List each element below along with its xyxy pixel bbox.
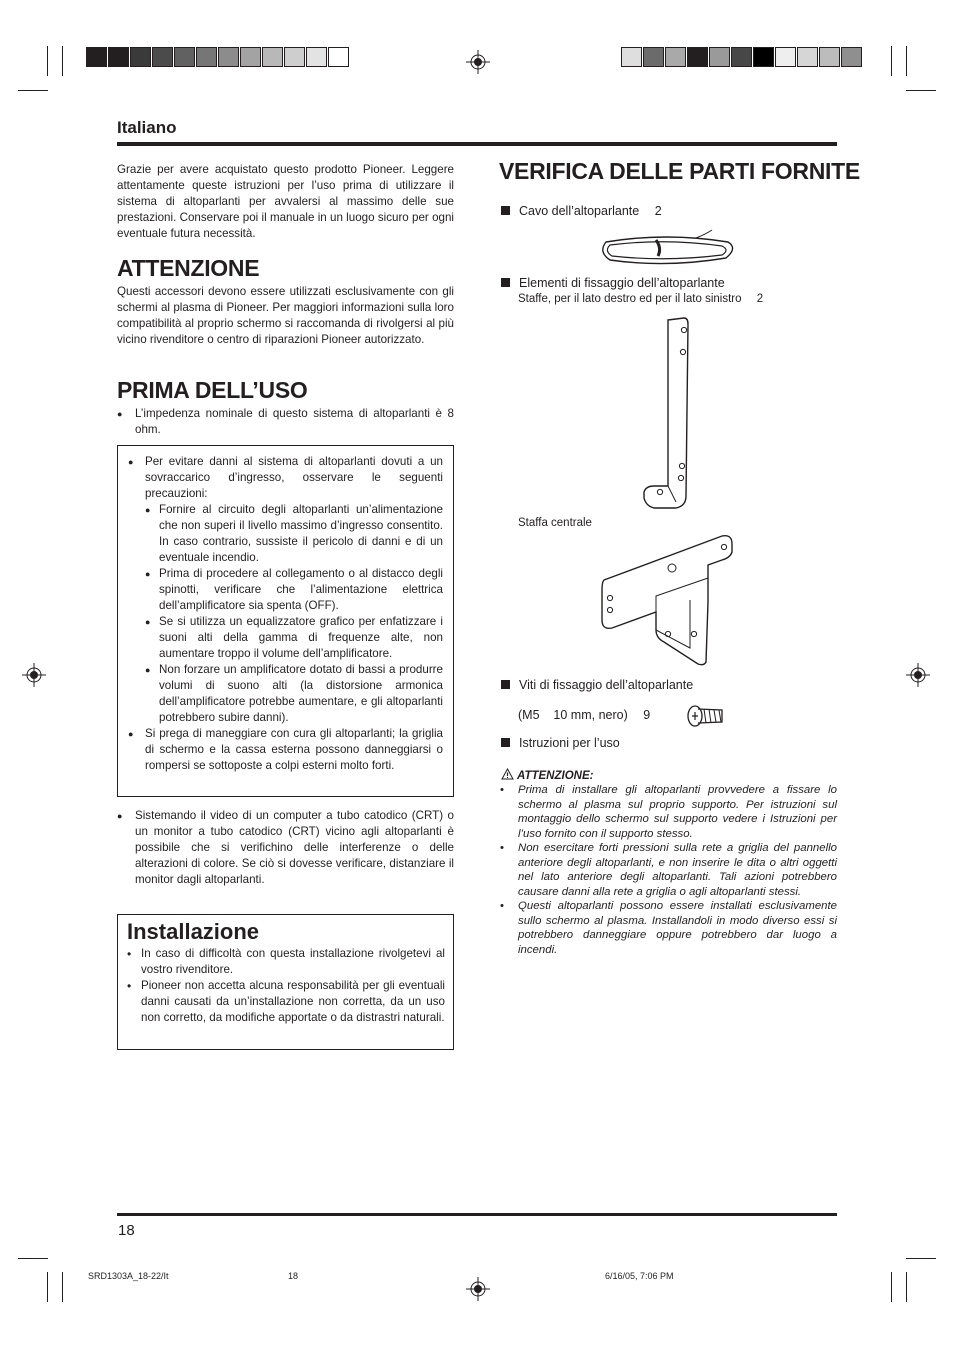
manual-label: Istruzioni per l’uso: [519, 736, 620, 750]
precautions-box: [117, 445, 454, 797]
crop-mark: [906, 90, 936, 91]
registration-mark-icon: [22, 663, 46, 687]
list-item: • Pioneer non accetta alcuna responsabilità per gli eventuali danni causati da un’installazione non corretta, da un uso non corretto, da modifiche apportate o da distrastri naturali.: [127, 978, 445, 1026]
list-item: • Prima di installare gli altoparlanti provvedere a fissare lo schermo al plasma sul proprio supporto. Per istruzioni sul montaggio dello schermo sul supporto vedere i Istruzioni per l’uso fornito con il supporto stesso.: [499, 783, 837, 841]
bracket-label: Staffe, per il lato destro ed per il lato sinistro: [518, 293, 742, 305]
color-swatch: [775, 47, 796, 67]
list-item: ● L’impedenza nominale di questo sistema di altoparlanti è 8 ohm.: [117, 406, 454, 438]
crop-mark: [906, 46, 907, 76]
registration-mark-icon: [466, 50, 490, 74]
list-item: ● Sistemando il video di un computer a tubo catodico (CRT) o un monitor a tubo catodico (CRT) vicino agli altoparlanti è possibile che si verifichino delle interferenze o delle alterazioni di colore. Se ciò si dovesse verificare, distanziare il monitor dagli altoparlanti.: [117, 808, 454, 888]
list-item: ● Si prega di maneggiare con cura gli altoparlanti; la griglia di schermo e la cassa esterna possono danneggiarsi o rompersi se sottoposte a colpi esterni molto forti.: [128, 726, 443, 774]
screws-spec-line: [518, 708, 650, 722]
square-bullet-icon: [501, 738, 510, 747]
fixing-label: Elementi di fissaggio dell’altoparlante: [519, 276, 725, 290]
installazione-heading: Installazione: [127, 919, 260, 944]
side-bracket-icon: [640, 316, 698, 514]
center-bracket-icon: [598, 530, 736, 670]
attenzione-heading: ATTENZIONE: [117, 255, 260, 281]
crop-mark: [62, 1272, 63, 1302]
intro-paragraph: Grazie per avere acquistato questo prodotto Pioneer. Leggere attentamente queste istruzioni per l’uso prima di utilizzare il sistema di altoparlanti per avvalersi al massimo delle sue prestazioni. Conservare poi il manuale in un luogo sicuro per ogni eventuale futura necessità.: [117, 163, 454, 240]
cable-label: Cavo dell’altoparlante: [519, 204, 640, 218]
screws-spec: (M5 10 mm, nero): [518, 708, 628, 722]
registration-mark-icon: [906, 663, 930, 687]
crop-mark: [891, 46, 892, 76]
precautions-intro: Per evitare danni al sistema di altoparlanti dovuti a un sovraccarico d’ingresso, osservare le seguenti precauzioni:: [145, 455, 443, 500]
warning-title: ATTENZIONE:: [517, 770, 594, 782]
center-bracket-label: Staffa centrale: [518, 517, 592, 529]
color-bar-right: [621, 47, 863, 69]
list-item: ● Fornire al circuito degli altoparlanti un’alimentazione che non superi il livello massimo d’ingresso consentito. In caso contrario, sussiste il pericolo di danni e di un eventuale incendio.: [145, 502, 443, 566]
speaker-cable-icon: [596, 228, 740, 272]
header-rule: [117, 142, 837, 146]
manual-item: [501, 736, 620, 750]
color-bar-left: [86, 47, 350, 69]
list-item: ● Non forzare un amplificatore dotato di bassi a produrre volumi di suono alti (la distorsione armonica dell’amplificatore potrebbe aumentare, e gli altoparlanti potrebbero subire danni).: [145, 662, 443, 726]
language-label: Italiano: [117, 118, 177, 137]
crop-mark: [906, 1258, 936, 1259]
color-swatch: [753, 47, 774, 67]
crop-mark: [18, 90, 48, 91]
color-swatch: [174, 47, 195, 67]
list-item: • Non esercitare forti pressioni sulla rete a griglia del pannello anteriore degli altoparlanti, e non inserire le dita o altri oggetti nel lato anteriore degli altoparlanti. Tali azioni potrebbero causare danni alla rete a griglia o agli altoparlanti stessi.: [499, 841, 837, 899]
fixing-item: [501, 276, 725, 290]
warning-triangle-icon: [501, 768, 514, 780]
color-swatch: [709, 47, 730, 67]
color-swatch: [240, 47, 261, 67]
verifica-heading: VERIFICA DELLE PARTI FORNITE: [499, 158, 860, 184]
warning-heading: [501, 768, 593, 782]
list-item: [128, 454, 443, 726]
footer-rule: [117, 1213, 837, 1216]
color-swatch: [284, 47, 305, 67]
cable-item: [501, 204, 662, 218]
color-swatch: [841, 47, 862, 67]
crop-mark: [891, 1272, 892, 1302]
square-bullet-icon: [501, 278, 510, 287]
installazione-list: [127, 946, 445, 1026]
prima-heading: PRIMA DELL’USO: [117, 377, 308, 403]
square-bullet-icon: [501, 206, 510, 215]
footer-page: 18: [288, 1271, 299, 1281]
screws-item: [501, 678, 693, 692]
color-swatch: [306, 47, 327, 67]
screws-qty: 9: [643, 708, 651, 722]
color-swatch: [108, 47, 129, 67]
color-swatch: [621, 47, 642, 67]
color-swatch: [819, 47, 840, 67]
color-swatch: [665, 47, 686, 67]
footer-file: SRD1303A_18-22/It: [88, 1271, 169, 1281]
crop-mark: [906, 1272, 907, 1302]
color-swatch: [687, 47, 708, 67]
color-swatch: [643, 47, 664, 67]
cable-qty: 2: [654, 204, 662, 218]
screws-label: Viti di fissaggio dell’altoparlante: [519, 678, 694, 692]
color-swatch: [731, 47, 752, 67]
registration-mark-icon: [466, 1277, 490, 1301]
color-swatch: [262, 47, 283, 67]
precautions-list: [128, 454, 443, 774]
crop-mark: [62, 46, 63, 76]
color-swatch: [86, 47, 107, 67]
list-item: ● Prima di procedere al collegamento o al distacco degli spinotti, verificare che l’alimentazione elettrica dell’amplificatore sia spenta (OFF).: [145, 566, 443, 614]
page-number: 18: [118, 1222, 135, 1239]
list-item: ● Se si utilizza un equalizzatore grafico per enfatizzare i suoni alti della gamma di frequenze alte, non aumentare troppo il volume dell’amplificatore.: [145, 614, 443, 662]
crop-mark: [18, 1258, 48, 1259]
crop-mark: [47, 46, 48, 76]
warning-list: [499, 783, 837, 957]
footer-date: 6/16/05, 7:06 PM: [605, 1271, 674, 1281]
precautions-sub-list: [145, 502, 443, 726]
color-swatch: [218, 47, 239, 67]
square-bullet-icon: [501, 680, 510, 689]
crop-mark: [47, 1272, 48, 1302]
prima-list: [117, 406, 454, 438]
crt-list: [117, 808, 454, 888]
color-swatch: [152, 47, 173, 67]
bracket-qty: 2: [756, 293, 764, 305]
color-swatch: [130, 47, 151, 67]
list-item: • Questi altoparlanti possono essere installati esclusivamente sullo schermo al plasma. Installandoli in modo diverso essi si potrebbero danneggiare oppure potrebbero dar luogo a incendi.: [499, 899, 837, 957]
attenzione-paragraph: Questi accessori devono essere utilizzati esclusivamente con gli schermi al plasma di Pioneer. Per maggiori informazioni sulla loro compatibilità al proprio schermo si raccomanda di rivolgersi al più vicino rivenditore o centro di riparazioni Pioneer autorizzato.: [117, 285, 454, 346]
screw-icon: [684, 703, 726, 729]
color-swatch: [797, 47, 818, 67]
color-swatch: [196, 47, 217, 67]
list-item: • In caso di difficoltà con questa installazione rivolgetevi al vostro rivenditore.: [127, 946, 445, 978]
installazione-box: [117, 914, 454, 1050]
color-swatch: [328, 47, 349, 67]
bracket-line: [518, 293, 763, 305]
